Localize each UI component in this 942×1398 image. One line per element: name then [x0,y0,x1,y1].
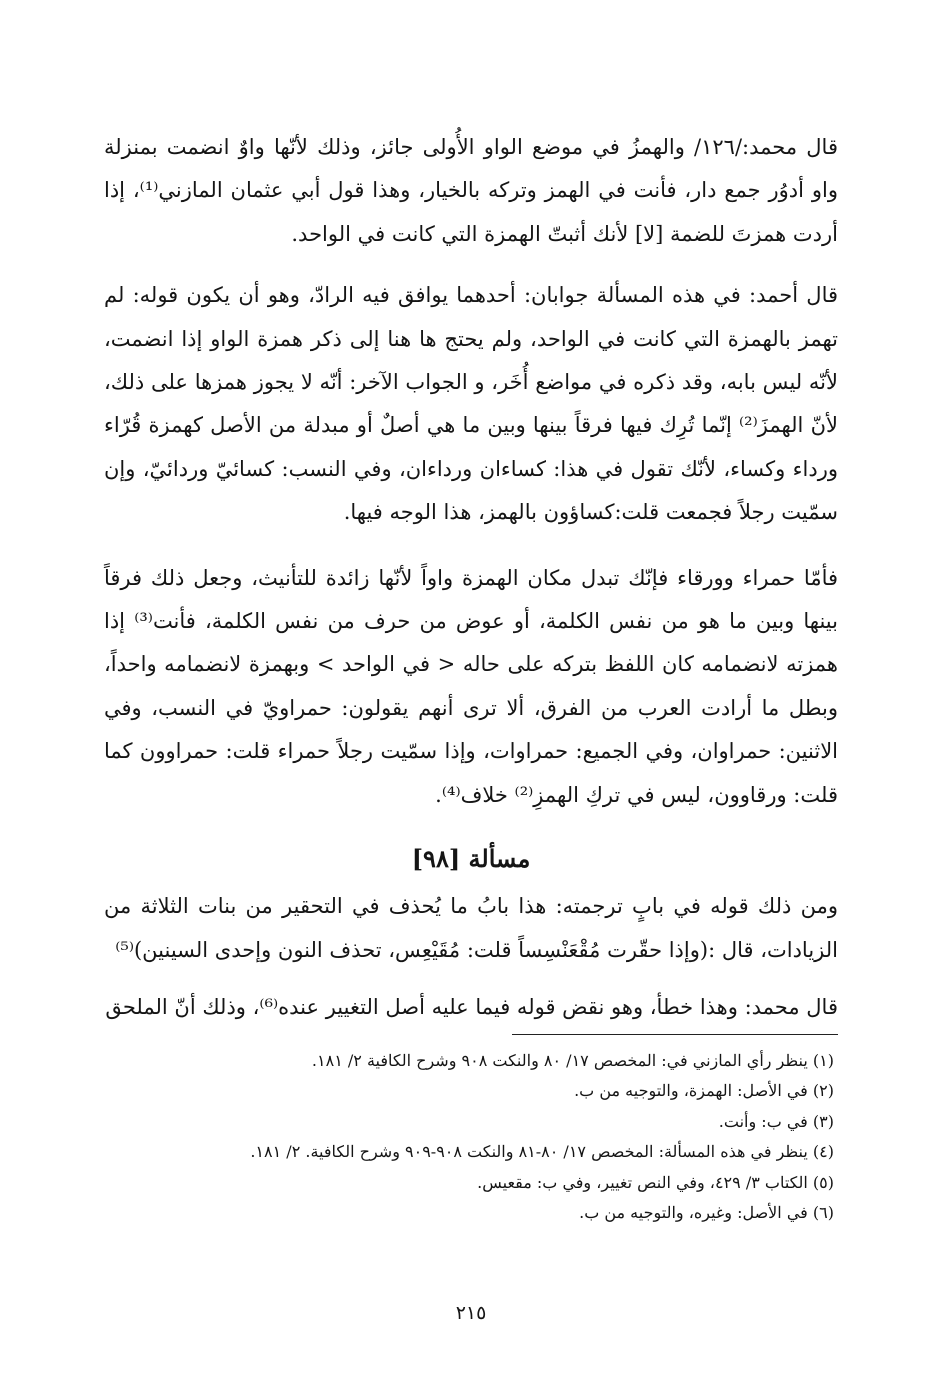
main-text [104,126,838,1029]
footnote-4: (٤) ينظر في هذه المسألة: المخصص ١٧/ ٨٠-٨١ والنكت ٩٠٨-٩٠٩ وشرح الكافية. ٢/ ١٨١. [250,1142,834,1162]
footnote-3: (٣) في ب: وأنت. [718,1111,834,1131]
paragraph-3: فأمّا حمراء وورقاء فإنّك تبدل مكان الهمزة واواً لأنّها زائدة للتأنيث، وجعل ذلك فرقاً بينها وبين ما هو من نفس الكلمة، أو عوض من حرف من نفس الكلمة، فأنت⁽³⁾ إذا همزته لانضمامه كان اللفظ بتركه على حاله < في الواحد > وبهمزة لانضمامه واحداً، وبطل ما أرادت العرب من الفرق، ألا ترى أنهم يقولون: حمراويّ في النسب، وفي الاثنين: حمراوان، وفي الجميع: حمراوات، وإذا سمّيت رجلاً حمراء قلت: حمراوون كما قلت: ورقاوون، ليس في تركِ الهمزِ⁽²⁾ خلاف⁽⁴⁾. [104,565,838,807]
footnote-2: (٢) في الأصل: الهمزة، والتوجيه من ب. [574,1081,834,1101]
paragraph-4: ومن ذلك قوله في بابٍ ترجمته: هذا بابُ ما يُحذف في التحقير من بنات الثلاثة من الزيادات، قال :(وإذا حقّرت مُقْعَنْسِساً قلت: مُقَيْعِس، تحذف النون وإحدى السينين)⁽⁵⁾ [104,894,838,962]
section-heading: مسألة [٩٨] [411,844,531,874]
footnote-5: (٥) الكتاب ٣/ ٤٢٩، وفي النص تغيير، وفي ب: مقعيس. [477,1172,834,1192]
footnote-divider [512,1034,838,1035]
footnotes [104,1046,834,1228]
paragraph-5: قال محمد: وهذا خطأ، وهو نقض قوله فيما عليه أصل التغيير عنده⁽⁶⁾، وذلك أنّ الملحق [105,994,838,1019]
paragraph-2: قال أحمد: في هذه المسألة جوابان: أحدهما يوافق فيه الرادّ، وهو أن يكون قوله: لم تهمز بالهمزة التي كانت في الواحد، ولم يحتج ها هنا إلى ذكر همزة الواو إذا انضمت، لأنّه ليس بابه، وقد ذكره في مواضع أُخَر، و الجواب الآخر: أنّه لا يجوز همزها على ذلك، لأنّ الهمزَ⁽²⁾ إنّما تُرِك فيها فرقاً بينها وبين ما هي أصلٌ أو مبدلة من الأصل كهمزة قُرّاء ورداء وكساء، لأنّك تقول في هذا: كساءان ورداءان، وفي النسب: كسائيّ وردائيّ، وإن سمّيت رجلاً فجمعت قلت:كساؤون بالهمز، هذا الوجه فيها. [104,283,838,525]
page-number: ٢١٥ [455,1302,487,1324]
footnote-1: (١) ينظر رأي المازني في: المخصص ١٧/ ٨٠ والنكت ٩٠٨ وشرح الكافية ٢/ ١٨١. [311,1051,834,1070]
paragraph-1: قال محمد:/١٢٦/ والهمزُ في موضع الواو الأُولى جائز، وذلك لأنّها واوٌ انضمت بمنزلة واو أدوُر جمع دار، فأنت في الهمز وتركه بالخيار، وهذا قول أبي عثمان المازني⁽¹⁾، إذا أردت همزتَ للضمة [لا] لأنك أثبتّ الهمزة التي كانت في الواحد. [104,135,838,246]
footnote-6: (٦) في الأصل: وغيره، والتوجيه من ب. [579,1203,834,1223]
